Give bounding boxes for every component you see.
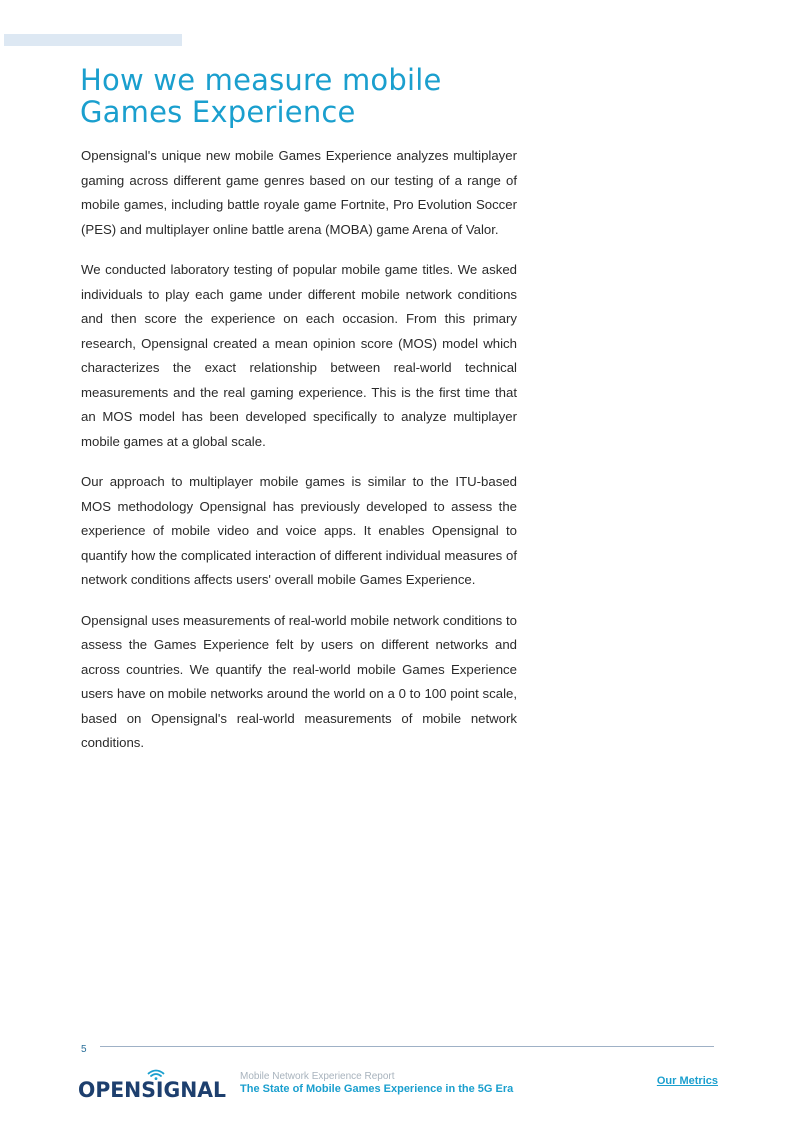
page-title: How we measure mobile Games Experience xyxy=(80,63,442,129)
paragraph-3: Our approach to multiplayer mobile games is similar to the ITU-based MOS methodology Opensignal has previously developed to assess the experience of mobile video and voice apps. It enables Opensignal to quantify how the complicated interaction of different individual measures of network conditions affects users' overall mobile Games Experience. xyxy=(81,474,517,587)
our-metrics-link[interactable]: Our Metrics xyxy=(656,1075,718,1087)
paragraph-1: Opensignal's unique new mobile Games Experience analyzes multiplayer gaming across different game genres based on our testing of a range of mobile games, including battle royale game Fortnite, Pro Evolution Soccer (PES) and multiplayer online battle arena (MOBA) game Arena of Valor. xyxy=(81,148,517,237)
report-title: The State of Mobile Games Experience in the 5G Era xyxy=(240,1083,514,1095)
opensignal-logo xyxy=(78,1066,228,1100)
report-subtitle: Mobile Network Experience Report xyxy=(240,1071,395,1082)
paragraph-2: We conducted laboratory testing of popular mobile game titles. We asked individuals to play each game under different mobile network conditions and then score the experience on each occasion. From this primary research, Opensignal created a mean opinion score (MOS) model which characterizes the exact relationship between real-world technical measurements and the real gaming experience. This is the first time that an MOS model has been developed specifically to analyze multiplayer mobile games at a global scale. xyxy=(81,262,517,449)
body-text xyxy=(81,144,517,772)
page-number: 5 xyxy=(81,1044,87,1055)
paragraph-4: Opensignal uses measurements of real-world mobile network conditions to assess the Games Experience felt by users on different networks and across countries. We quantify the real-world mobile Games Experience users have on mobile networks around the world on a 0 to 100 point scale, based on Opensignal's real-world measurements of mobile network conditions. xyxy=(81,612,517,750)
header-accent-bar xyxy=(4,34,182,46)
logo-text: OPENSIGNAL xyxy=(78,1078,226,1100)
footer-divider xyxy=(100,1046,714,1047)
